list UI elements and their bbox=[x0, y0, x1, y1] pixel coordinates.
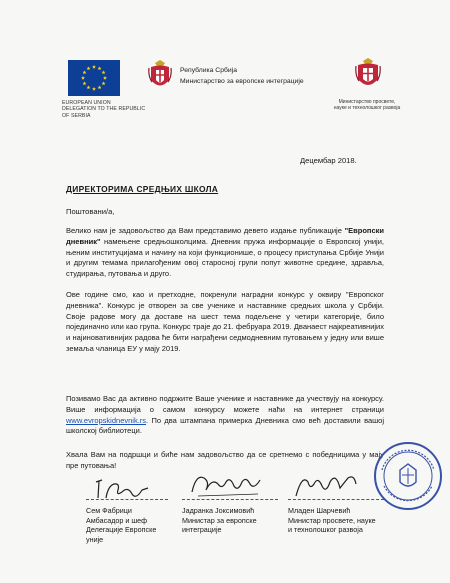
paragraph-text: . По два штампана примерка Дневника смо већ доставили вашој школској библиотеци. bbox=[66, 415, 384, 436]
website-link[interactable]: www.evropskidnevnik.rs bbox=[66, 415, 147, 425]
signature-line bbox=[86, 499, 168, 501]
republic-ministry-block bbox=[180, 65, 304, 87]
paragraph-text: намењене средњошколцима. Дневник пружа информације о Европској унији, њеним институцијама и начину на који функционише, о процесу приступања Србије Унији и другим темама прилагођеним овој старосној групи попут животне средине, здравља, студирања, путовања и друго. bbox=[66, 236, 384, 279]
official-stamp-icon bbox=[372, 440, 444, 512]
ministry-education-label bbox=[322, 99, 412, 112]
signatory-title: и технолошког развоја bbox=[288, 525, 363, 535]
paragraph-contest: Ове године смо, као и претходне, покренули наградни конкурс у оквиру "Европског дневника". Конкурс је отворен за све ученике и наставнике средњих школа у Србији. Своје радове могу да доставе на шест тема подељене у четири категорије, било појединачно или као група. Конкурс траје до 21. фебруара 2019. Дванаест најкреативнијих и најиновативнијих радова ће бити награђени седмодневним путовањем у једну или више земаља чланица ЕУ у мају 2019. bbox=[66, 290, 384, 353]
signatory-title: интеграције bbox=[182, 525, 222, 535]
signatory-title: Амбасадор и шеф bbox=[86, 515, 148, 525]
eu-label-line: EUROPEAN UNION bbox=[62, 100, 111, 106]
eu-stars-icon bbox=[68, 60, 120, 96]
eu-star-icon bbox=[98, 85, 102, 89]
signatory-name: Младен Шарчевић bbox=[288, 506, 351, 515]
eu-star-icon bbox=[102, 81, 106, 85]
eu-star-icon bbox=[87, 85, 91, 89]
eu-star-icon bbox=[98, 66, 102, 70]
eu-star-icon bbox=[87, 66, 91, 70]
eu-star-icon bbox=[102, 70, 106, 74]
signature-joksimovic-icon bbox=[188, 470, 266, 500]
paragraph-text: Велико нам је задовољство да Вам представимо девето издање публикације bbox=[66, 226, 345, 235]
signatory-title: уније bbox=[86, 534, 104, 544]
signature-line bbox=[288, 499, 384, 501]
serbia-coat-of-arms-icon bbox=[148, 60, 172, 94]
ministry-integration-name: Министарство за европске интеграције bbox=[180, 78, 304, 85]
eu-label-line: DELEGATION TO THE REPUBLIC bbox=[62, 106, 146, 113]
eu-star-icon bbox=[103, 76, 107, 80]
republic-name: Република Србија bbox=[180, 67, 237, 74]
eu-flag-logo bbox=[68, 60, 120, 96]
signatory-education bbox=[288, 506, 376, 535]
signatory-integration bbox=[182, 506, 257, 535]
signature-line bbox=[182, 499, 278, 501]
signatory-eu bbox=[86, 506, 156, 544]
publication-title: "Европски дневник" bbox=[66, 226, 384, 246]
paragraph-closing: Хвала Вам на подршци и биће нам задовољство да се сретнемо с победницима у мају пре путовања! bbox=[66, 450, 384, 470]
eu-delegation-label bbox=[62, 100, 172, 119]
signatory-title: Министар просвете, науке bbox=[288, 515, 376, 525]
signatory-name: Јадранка Јоксимовић bbox=[182, 506, 255, 515]
ministry-education-line: науке и технолошког развоја bbox=[333, 105, 401, 112]
eu-label-line: OF SERBIA bbox=[62, 112, 91, 119]
signatory-name: Сем Фабрици bbox=[86, 506, 132, 515]
ministry-education-line: Министарство просвете, bbox=[338, 99, 396, 105]
signatory-title: Министар за европске bbox=[182, 515, 257, 525]
eu-star-icon bbox=[92, 87, 96, 91]
paragraph-invitation bbox=[66, 394, 384, 437]
serbia-coat-of-arms-icon bbox=[355, 58, 381, 94]
eu-star-icon bbox=[92, 65, 96, 69]
eu-star-icon bbox=[82, 81, 86, 85]
eu-star-icon bbox=[82, 70, 86, 74]
salutation: Поштовани/а, bbox=[66, 207, 115, 216]
letter-date: Децембар 2018. bbox=[300, 156, 357, 165]
signatory-title: Делегације Европске bbox=[86, 525, 157, 535]
paragraph-intro bbox=[66, 226, 384, 280]
letter-heading: ДИРЕКТОРИМА СРЕДЊИХ ШКОЛА bbox=[66, 184, 219, 194]
eu-star-icon bbox=[81, 76, 85, 80]
signature-sarcevic-icon bbox=[290, 472, 364, 502]
paragraph-text: Позивамо Вас да активно подржите Ваше ученике и наставнике да учествују на конкурсу. Више информација о самом конкурсу можете наћи на интернет страници bbox=[66, 394, 384, 414]
